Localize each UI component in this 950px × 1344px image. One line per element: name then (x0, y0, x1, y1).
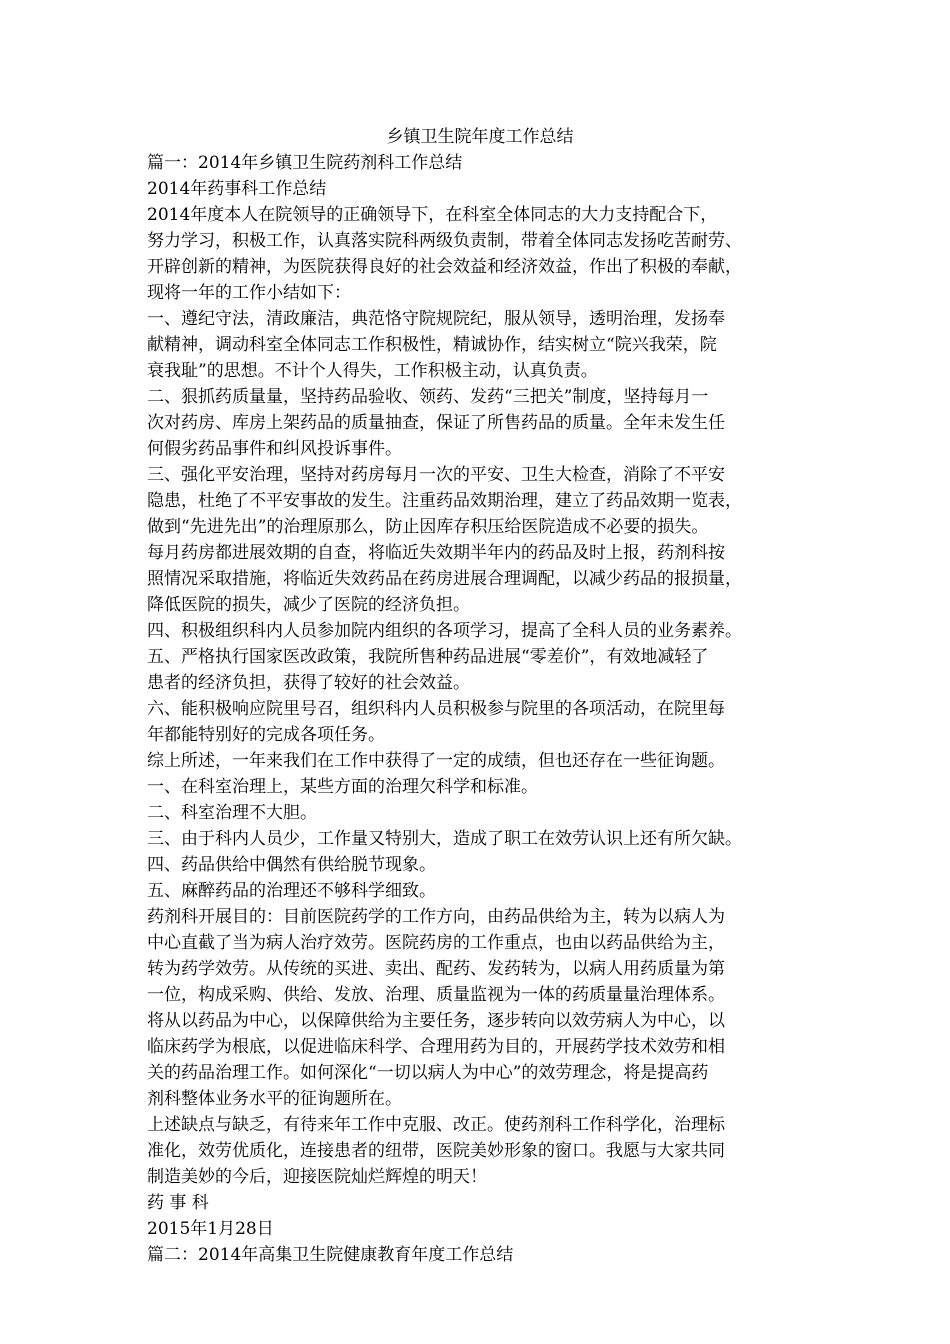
text-line: 二、科室治理不大胆。 (147, 803, 317, 823)
text-line: 转为药学效劳。从传统的买进、卖出、配药、发药转为，以病人用药质量为第 (147, 959, 725, 979)
text-line: 剂科整体业务水平的征询题所在。 (147, 1089, 402, 1109)
text-line: 六、能积极响应院里号召，组织科内人员积极参与院里的各项活动，在院里每 (147, 699, 725, 719)
text-line: 篇二：2014年高集卫生院健康教育年度工作总结 (147, 1245, 514, 1265)
text-line: 中心直截了当为病人治疗效劳。医院药房的工作重点，也由以药品供给为主， (147, 933, 725, 953)
text-line: 四、积极组织科内人员参加院内组织的各项学习，提高了全科人员的业务素养。 (147, 621, 742, 641)
text-line: 药剂科开展目的：目前医院药学的工作方向，由药品供给为主，转为以病人为 (147, 907, 725, 927)
text-line: 二、狠抓药质量量，坚持药品验收、领药、发药“三把关”制度，坚持每月一 (147, 387, 709, 407)
text-line: 综上所述，一年来我们在工作中获得了一定的成绩，但也还存在一些征询题。 (147, 751, 725, 771)
text-line: 制造美妙的今后，迎接医院灿烂辉煌的明天！ (147, 1167, 487, 1187)
text-line: 将从以药品为中心，以保障供给为主要任务，逐步转向以效劳病人为中心，以 (147, 1011, 725, 1031)
text-line: 一、遵纪守法，清政廉洁，典范恪守院规院纪，服从领导，透明治理，发扬奉 (147, 309, 725, 329)
text-line: 三、由于科内人员少，工作量又特别大，造成了职工在效劳认识上还有所欠缺。 (147, 829, 742, 849)
text-line: 何假劣药品事件和纠风投诉事件。 (147, 439, 402, 459)
text-line: 准化，效劳优质化，连接患者的纽带，医院美妙形象的窗口。我愿与大家共同 (147, 1141, 725, 1161)
text-line: 2014年药事科工作总结 (147, 179, 327, 199)
text-line: 药 事 科 (147, 1193, 209, 1213)
text-line: 做到“先进先出”的治理原那么，防止因库存积压给医院造成不必要的损失。 (147, 517, 709, 537)
text-line: 四、药品供给中偶然有供给脱节现象。 (147, 855, 436, 875)
text-line: 隐患，杜绝了不平安事故的发生。注重药品效期治理，建立了药品效期一览表， (147, 491, 742, 511)
text-line: 年都能特别好的完成各项任务。 (147, 725, 385, 745)
document-body (147, 150, 813, 1268)
text-line: 五、麻醉药品的治理还不够科学细致。 (147, 881, 436, 901)
text-line: 开辟创新的精神，为医院获得良好的社会效益和经济效益，作出了积极的奉献， (147, 257, 742, 277)
text-line: 一、在科室治理上，某些方面的治理欠科学和标准。 (147, 777, 538, 797)
text-line: 降低医院的损失，减少了医院的经济负担。 (147, 595, 470, 615)
text-line: 上述缺点与缺乏，有待来年工作中克服、改正。使药剂科工作科学化，治理标 (147, 1115, 725, 1135)
text-line: 献精神，调动科室全体同志工作积极性，精诚协作，结实树立“院兴我荣，院 (147, 335, 717, 355)
text-line: 照情况采取措施，将临近失效药品在药房进展合理调配，以减少药品的报损量， (147, 569, 742, 589)
text-line: 2014年度本人在院领导的正确领导下，在科室全体同志的大力支持配合下， (147, 205, 718, 225)
text-line: 篇一：2014年乡镇卫生院药剂科工作总结 (147, 153, 463, 173)
text-line: 关的药品治理工作。如何深化“一切以病人为中心”的效劳理念，将是提高药 (147, 1063, 709, 1083)
text-line: 三、强化平安治理，坚持对药房每月一次的平安、卫生大检查，消除了不平安 (147, 465, 725, 485)
text-line: 临床药学为根底，以促进临床科学、合理用药为目的，开展药学技术效劳和相 (147, 1037, 725, 1057)
document-page (147, 124, 813, 1268)
text-line: 一位，构成采购、供给、发放、治理、质量监视为一体的药质量量治理体系。 (147, 985, 725, 1005)
text-line: 衰我耻”的思想。不计个人得失，工作积极主动，认真负责。 (147, 361, 598, 381)
text-line: 每月药房都进展效期的自查，将临近失效期半年内的药品及时上报，药剂科按 (147, 543, 725, 563)
text-line: 五、严格执行国家医改政策，我院所售种药品进展“零差价”，有效地减轻了 (147, 647, 709, 667)
text-line: 现将一年的工作小结如下： (147, 283, 351, 303)
text-line: 次对药房、库房上架药品的质量抽查，保证了所售药品的质量。全年未发生任 (147, 413, 725, 433)
text-line: 努力学习，积极工作，认真落实院科两级负责制，带着全体同志发扬吃苦耐劳、 (147, 231, 742, 251)
text-line: 患者的经济负担，获得了较好的社会效益。 (147, 673, 470, 693)
text-line: 2015年1月28日 (147, 1219, 274, 1239)
document-title: 乡镇卫生院年度工作总结 (386, 127, 574, 147)
